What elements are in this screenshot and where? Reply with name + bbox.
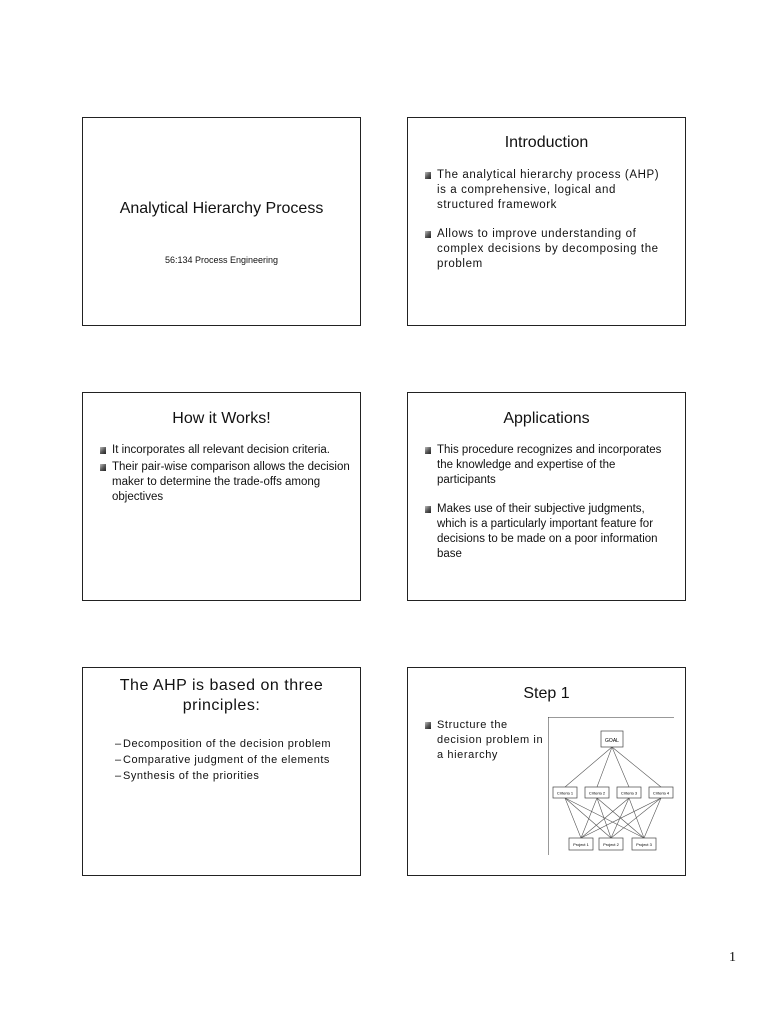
project-label: Project 2: [603, 842, 619, 847]
slide-title: Applications: [503, 410, 590, 427]
slide-title: Introduction: [504, 134, 589, 151]
square-bullet-icon: [425, 172, 431, 179]
bullet-text: Makes use of their subjective judgments, which is a particularly important feature for decisions to be made on a poor information base: [437, 503, 658, 560]
list-item: [425, 227, 670, 272]
bullet-text: This procedure recognizes and incorporates the knowledge and expertise of the participants: [437, 444, 662, 486]
bullet-text: Their pair-wise comparison allows the decision maker to determine the trade-offs among objectives: [112, 461, 350, 503]
criteria-node: [617, 787, 641, 798]
bullet-text: Allows to improve understanding of complex decisions by decomposing the problem: [437, 228, 659, 270]
criteria-label: Criteria 4: [652, 790, 670, 796]
criteria-label: Criteria 3: [620, 790, 638, 796]
bullet-text: The analytical hierarchy process (AHP) is a comprehensive, logical and structured framework: [437, 169, 660, 211]
list-item: [100, 460, 352, 505]
bullet-list: [100, 443, 352, 505]
page-number: 1: [729, 950, 736, 965]
goal-node: [601, 731, 623, 747]
slide-applications: [407, 392, 686, 601]
list-item: [115, 736, 331, 752]
list-item: [115, 752, 331, 768]
project-label: Project 3: [636, 842, 652, 847]
slide-title: Step 1: [523, 685, 570, 702]
criteria-node: [553, 787, 577, 798]
item-text: Synthesis of the priorities: [123, 770, 260, 782]
square-bullet-icon: [425, 231, 431, 238]
list-item: [115, 768, 331, 784]
list-item: [425, 718, 545, 763]
square-bullet-icon: [425, 722, 431, 729]
slide-title: The AHP is based on three principles:: [119, 677, 324, 714]
list-item: [425, 443, 675, 488]
dash-marker: –: [115, 738, 122, 750]
criteria-node: [585, 787, 609, 798]
list-item: [425, 502, 675, 562]
square-bullet-icon: [425, 447, 431, 454]
dash-marker: –: [115, 754, 122, 766]
square-bullet-icon: [100, 447, 106, 454]
principles-list: [115, 736, 331, 784]
goal-label: GOAL: [605, 738, 619, 744]
list-item: [425, 168, 670, 213]
slide-subtitle: 56:134 Process Engineering: [164, 255, 279, 265]
bullet-text: Structure the decision problem in a hierarchy: [437, 719, 544, 761]
project-node: [632, 838, 656, 850]
criteria-label: Criteria 2: [588, 790, 606, 796]
square-bullet-icon: [100, 464, 106, 471]
slide-how-it-works: [82, 392, 361, 601]
bullet-list: [425, 443, 675, 562]
criteria-label: Criteria 1: [556, 790, 574, 796]
slide-title-page: [82, 117, 361, 326]
project-node: [599, 838, 623, 850]
list-item: [100, 443, 352, 458]
square-bullet-icon: [425, 506, 431, 513]
bullet-text: It incorporates all relevant decision criteria.: [112, 444, 330, 456]
hierarchy-diagram: [548, 717, 674, 857]
slide-ahp-principles: [82, 667, 361, 876]
item-text: Decomposition of the decision problem: [123, 738, 332, 750]
dash-marker: –: [115, 770, 122, 782]
bullet-list: [425, 168, 670, 272]
slide-title: How it Works!: [172, 410, 271, 427]
project-node: [569, 838, 593, 850]
bullet-list: [425, 718, 545, 763]
criteria-node: [649, 787, 673, 798]
item-text: Comparative judgment of the elements: [123, 754, 330, 766]
slide-introduction: [407, 117, 686, 326]
slide-step-1: [407, 667, 686, 876]
project-label: Project 1: [573, 842, 589, 847]
slide-title: Analytical Hierarchy Process: [119, 200, 324, 217]
